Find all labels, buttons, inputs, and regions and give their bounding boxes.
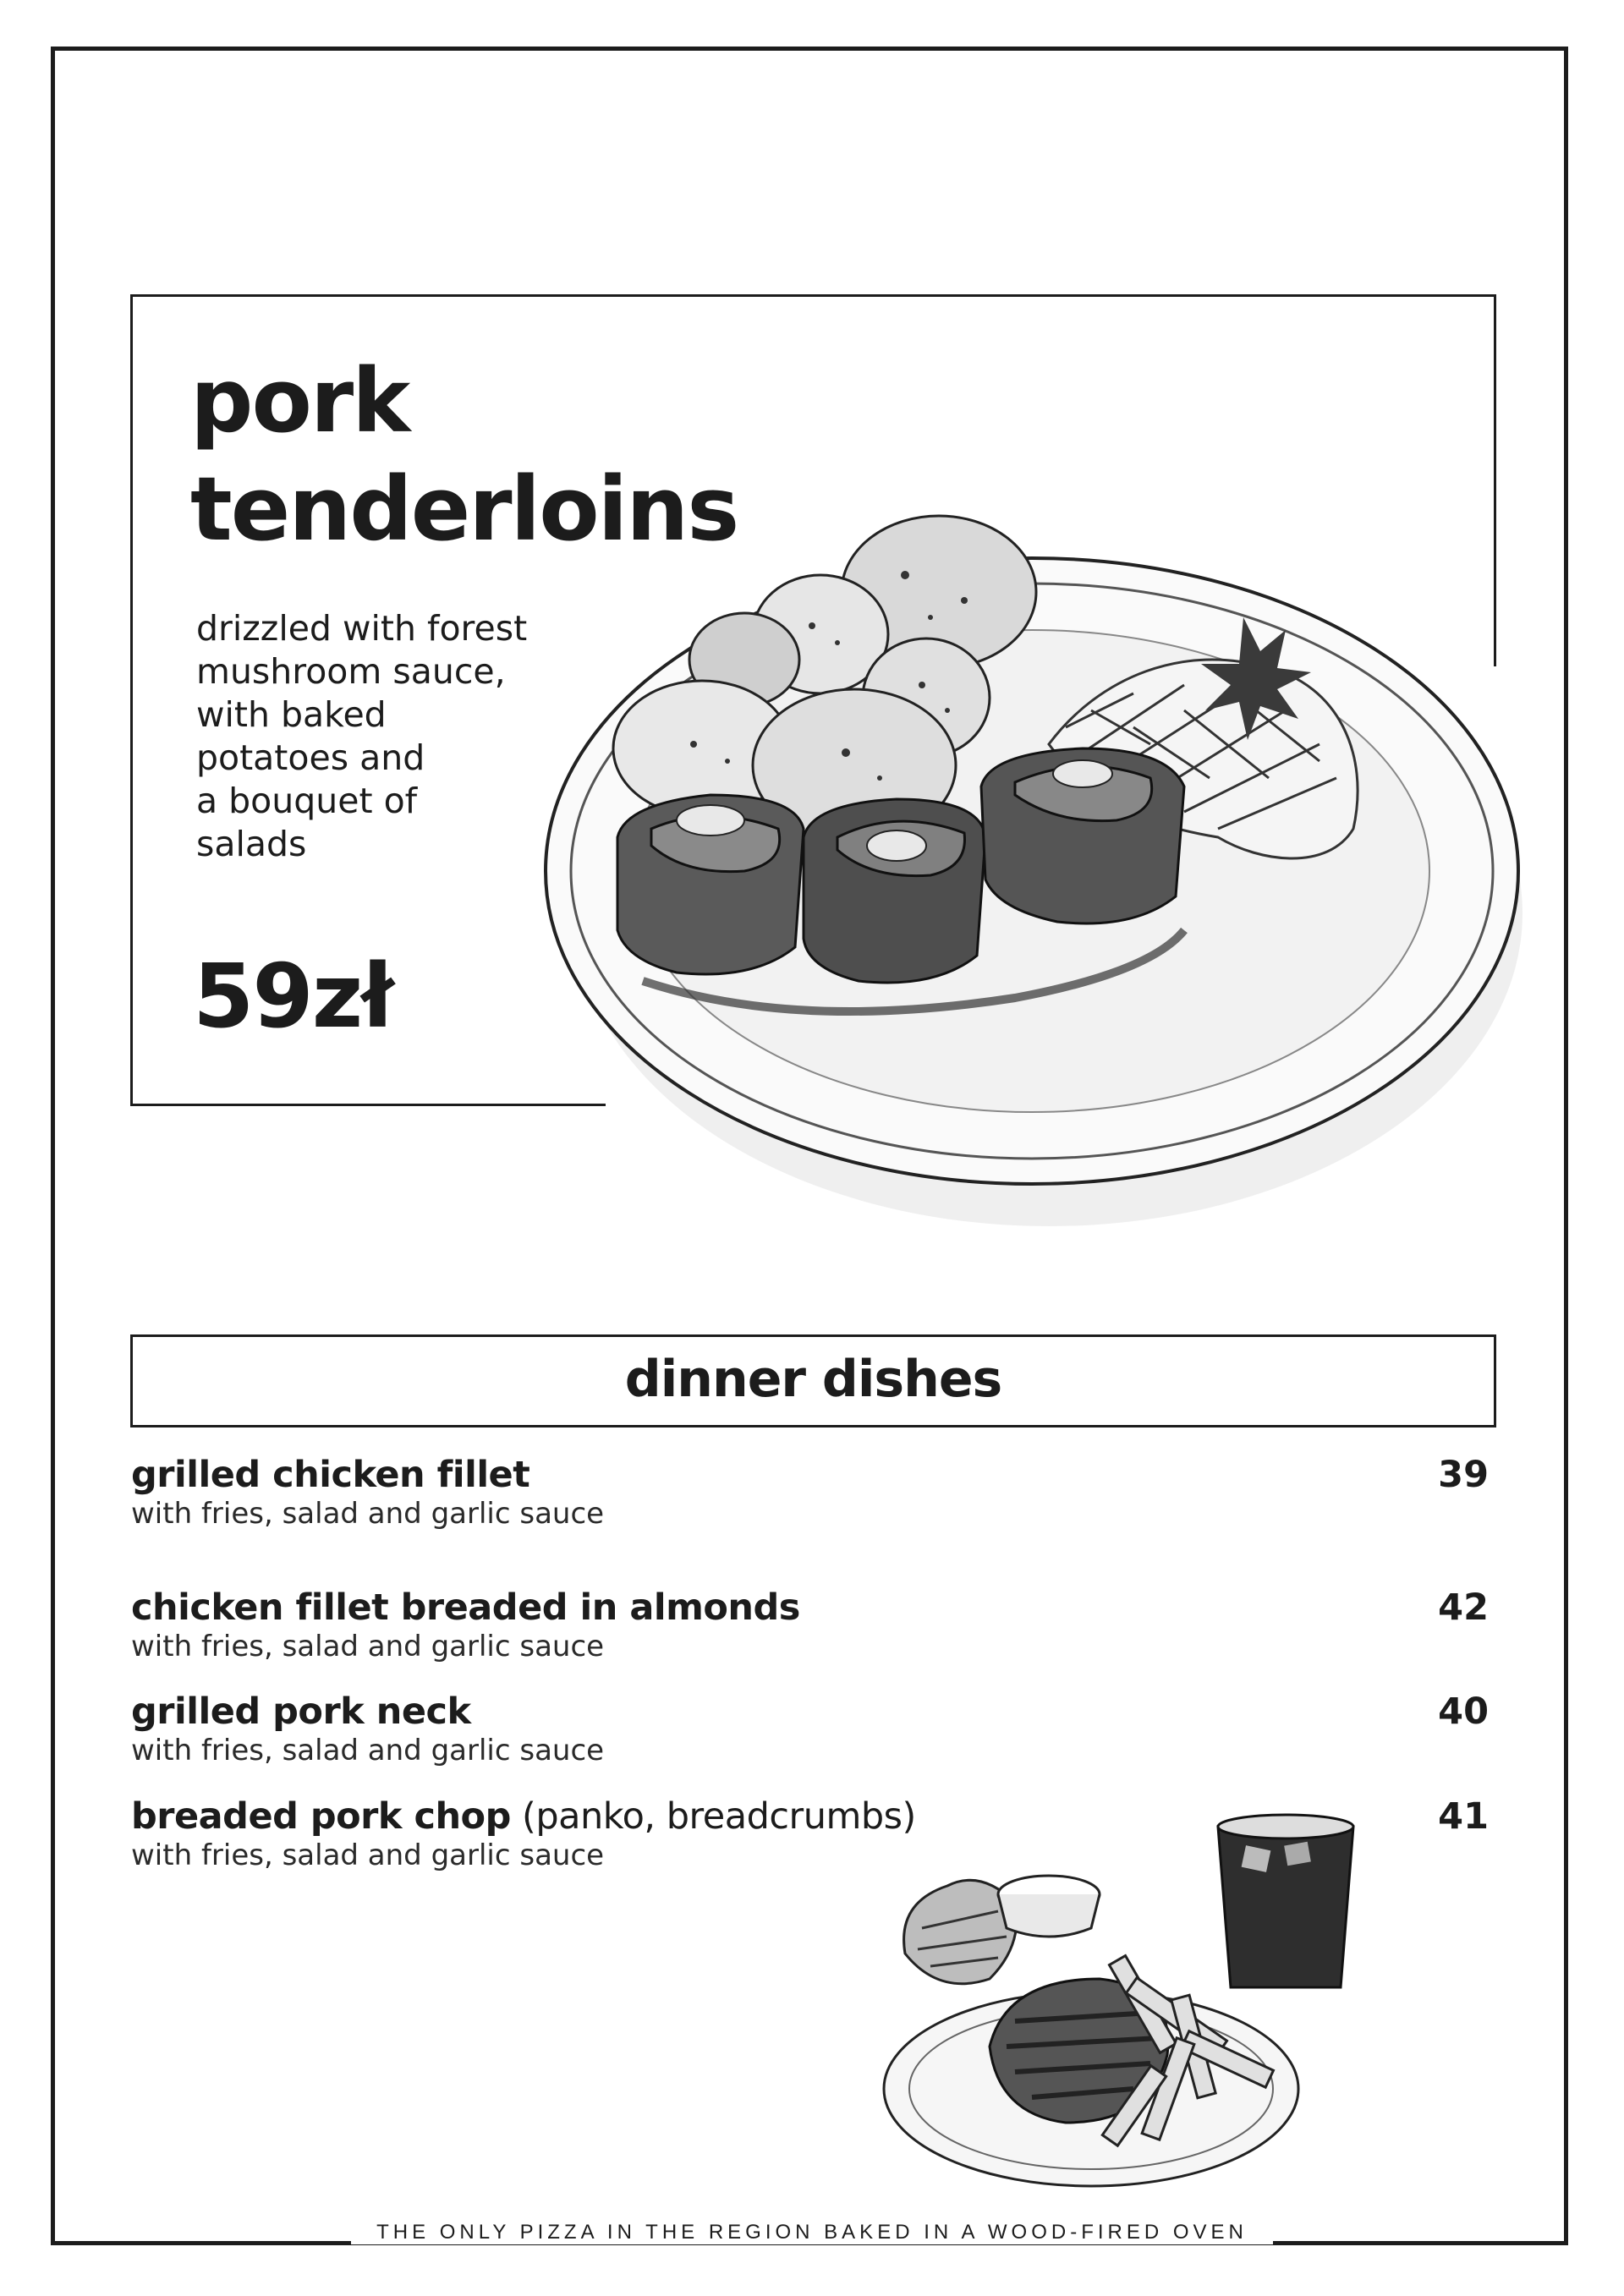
feature-title-line-1: pork: [190, 349, 409, 452]
section-title: dinner dishes: [624, 1350, 1002, 1409]
menu-item: [131, 1586, 1497, 1663]
menu-item-description: with fries, salad and garlic sauce: [131, 1838, 605, 1872]
menu-item-name-text: grilled pork neck: [131, 1690, 471, 1733]
menu-item: [131, 1690, 1497, 1767]
menu-item-description: with fries, salad and garlic sauce: [131, 1734, 605, 1767]
feature-description-line: salads: [196, 824, 307, 864]
menu-item-note: (panko, breadcrumbs): [510, 1795, 916, 1838]
menu-item-name-text: breaded pork chop: [131, 1795, 511, 1838]
menu-item-name-text: chicken fillet breaded in almonds: [131, 1586, 800, 1629]
footer-tagline: [0, 2221, 1624, 2244]
feature-description-line: mushroom sauce,: [196, 651, 506, 692]
menu-item-description: with fries, salad and garlic sauce: [131, 1630, 605, 1663]
menu-item-name-text: grilled chicken fillet: [131, 1454, 530, 1496]
chicken-fries-drink-plate-illustration: [880, 1810, 1370, 2199]
menu-item: [131, 1453, 1497, 1531]
menu-item-description: with fries, salad and garlic sauce: [131, 1497, 605, 1531]
feature-title-line-2: tenderloins: [190, 458, 738, 561]
menu-item-price: 39: [1438, 1454, 1489, 1496]
menu-item-name: [131, 1586, 1497, 1630]
feature-description: [196, 607, 568, 866]
menu-item-price: 40: [1438, 1690, 1489, 1733]
menu-item-name: [131, 1453, 1497, 1497]
menu-item-price: 42: [1438, 1586, 1489, 1629]
footer-tagline-text: THE ONLY PIZZA IN THE REGION BAKED IN A WOOD-FIRED OVEN: [351, 2221, 1273, 2244]
menu-item-price: 41: [1438, 1795, 1489, 1838]
feature-price: 59zł: [193, 945, 392, 1048]
feature-description-line: with baked: [196, 694, 387, 735]
pork-tenderloin-plate-illustration: [541, 474, 1556, 1260]
feature-description-line: potatoes and: [196, 737, 425, 778]
feature-frame-bottom-edge: [130, 1104, 606, 1106]
dinner-dishes-header: [130, 1334, 1496, 1427]
feature-description-line: a bouquet of: [196, 781, 418, 821]
menu-item-name: [131, 1690, 1497, 1734]
feature-description-line: drizzled with forest: [196, 608, 528, 649]
